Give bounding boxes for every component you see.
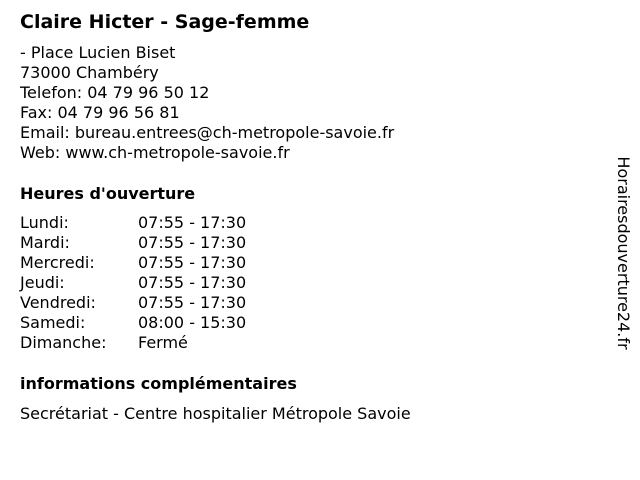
email-address: Email: bureau.entrees@ch-metropole-savoie.fr bbox=[20, 123, 395, 142]
site-watermark: Horairesdouverture24.fr bbox=[614, 156, 633, 350]
street-address: - Place Lucien Biset bbox=[20, 43, 176, 62]
city-address: 73000 Chambéry bbox=[20, 63, 159, 82]
phone-number: Telefon: 04 79 96 50 12 bbox=[20, 83, 210, 102]
day-label: Mardi: bbox=[20, 233, 70, 252]
additional-info-heading: informations complémentaires bbox=[20, 374, 297, 393]
day-label: Dimanche: bbox=[20, 333, 107, 352]
hours-row-thursday bbox=[20, 273, 246, 293]
hours-row-monday bbox=[20, 213, 246, 233]
time-range: 07:55 - 17:30 bbox=[138, 233, 247, 252]
time-range: 07:55 - 17:30 bbox=[138, 253, 247, 272]
website-address: Web: www.ch-metropole-savoie.fr bbox=[20, 143, 290, 162]
time-range: 07:55 - 17:30 bbox=[138, 273, 247, 292]
day-label: Jeudi: bbox=[20, 273, 65, 292]
opening-hours-heading: Heures d'ouverture bbox=[20, 184, 196, 203]
contact-block bbox=[20, 43, 394, 163]
opening-hours-table bbox=[20, 213, 246, 353]
day-label: Samedi: bbox=[20, 313, 86, 332]
fax-number: Fax: 04 79 96 56 81 bbox=[20, 103, 180, 122]
additional-info-text: Secrétariat - Centre hospitalier Métropole Savoie bbox=[20, 404, 411, 423]
day-label: Lundi: bbox=[20, 213, 69, 232]
page-title: Claire Hicter - Sage-femme bbox=[20, 11, 310, 33]
time-range: 07:55 - 17:30 bbox=[138, 293, 247, 312]
hours-row-friday bbox=[20, 293, 246, 313]
time-range: 07:55 - 17:30 bbox=[138, 213, 247, 232]
hours-row-sunday bbox=[20, 333, 246, 353]
hours-row-tuesday bbox=[20, 233, 246, 253]
time-range: 08:00 - 15:30 bbox=[138, 313, 247, 332]
hours-row-saturday bbox=[20, 313, 246, 333]
day-label: Vendredi: bbox=[20, 293, 96, 312]
day-label: Mercredi: bbox=[20, 253, 95, 272]
time-range: Fermé bbox=[138, 333, 188, 352]
hours-row-wednesday bbox=[20, 253, 246, 273]
